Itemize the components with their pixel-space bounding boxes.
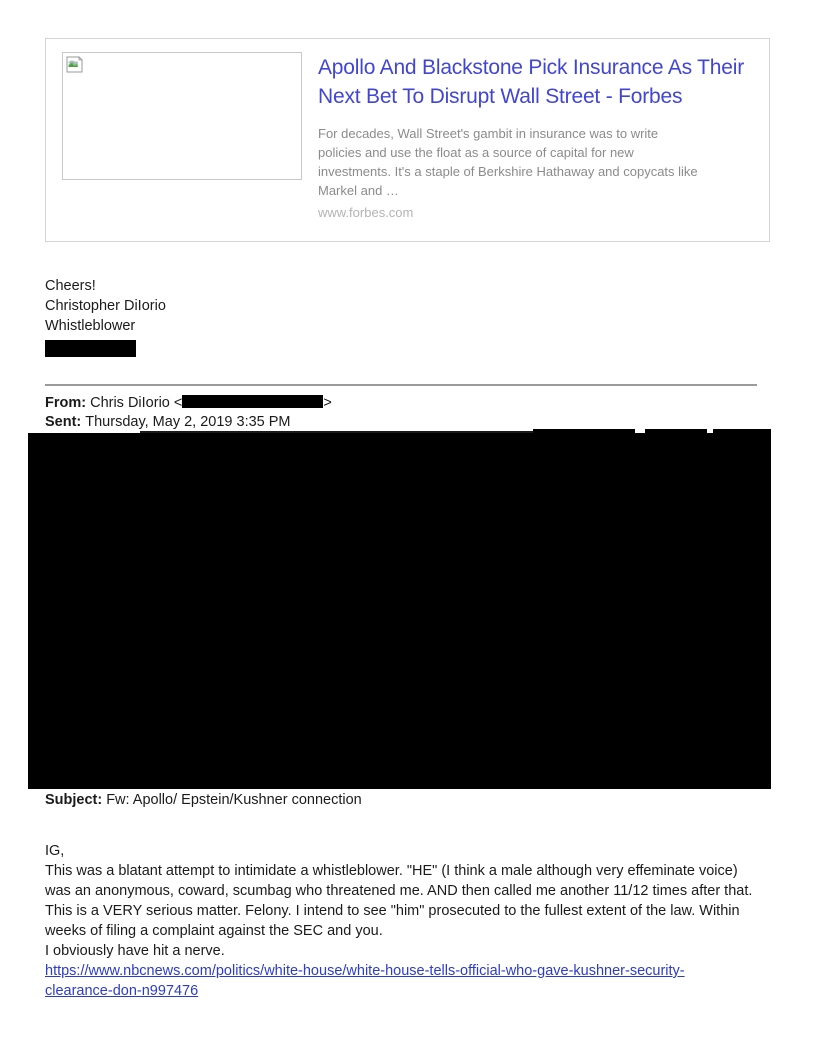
body-salutation: IG,	[45, 843, 65, 859]
subject-value: Fw: Apollo/ Epstein/Kushner connection	[106, 792, 362, 808]
subject-line	[45, 791, 362, 810]
preview-title-line: Next Bet To Disrupt Wall Street - Forbes	[318, 84, 683, 108]
body-line: I obviously have hit a nerve.	[45, 943, 225, 959]
redaction-bar-email-address	[182, 395, 323, 408]
redaction-bar-signature	[45, 340, 136, 357]
body-line: This was a blatant attempt to intimidate a whistleblower. "HE" (I think a male although very effeminate voice)	[45, 863, 738, 879]
redaction-edge-artifact	[713, 429, 771, 433]
nbcnews-link[interactable]: https://www.nbcnews.com/politics/white-house/white-house-tells-official-who-gave-kushner-security-	[45, 963, 685, 979]
from-label: From:	[45, 395, 87, 411]
signature-name: Christopher DiIorio	[45, 298, 166, 314]
redaction-block-large	[28, 433, 771, 789]
preview-source-url: www.forbes.com	[318, 205, 414, 220]
sent-label: Sent:	[45, 414, 82, 430]
body-line: was an anonymous, coward, scumbag who threatened me. AND then called me another 11/12 times after that.	[45, 883, 753, 899]
preview-description-line: Markel and …	[318, 183, 399, 198]
email-body	[45, 841, 752, 1001]
preview-description-line: For decades, Wall Street's gambit in insurance was to write	[318, 126, 659, 141]
preview-description	[318, 124, 698, 200]
signature-role: Whistleblower	[45, 318, 136, 334]
redaction-edge-artifact	[645, 429, 707, 433]
subject-label: Subject:	[45, 792, 103, 808]
preview-title-link[interactable]	[318, 54, 744, 111]
from-value: Chris DiIorio <	[90, 395, 183, 411]
preview-description-line: investments. It's a staple of Berkshire Hathaway and copycats like	[318, 164, 698, 179]
body-line: This is a VERY serious matter. Felony. I intend to see "him" prosecuted to the fullest extent of the law. Within	[45, 903, 740, 919]
body-line: weeks of filing a complaint against the SEC and you.	[45, 923, 383, 939]
from-line	[45, 394, 332, 413]
nbcnews-link-continuation[interactable]: clearance-don-n997476	[45, 983, 199, 999]
sent-value: Thursday, May 2, 2019 3:35 PM	[85, 414, 291, 430]
from-value-close: >	[323, 395, 332, 411]
preview-description-line: policies and use the float as a source of capital for new	[318, 145, 634, 160]
header-divider	[45, 384, 757, 386]
email-signature	[45, 276, 166, 357]
link-preview-card[interactable]	[45, 38, 770, 242]
broken-image-icon	[66, 56, 84, 74]
sent-line	[45, 413, 291, 432]
preview-image-placeholder	[62, 52, 302, 180]
preview-title-line: Apollo And Blackstone Pick Insurance As Their	[318, 56, 745, 79]
redaction-edge-artifact	[140, 431, 533, 433]
signature-closing: Cheers!	[45, 278, 96, 294]
redaction-edge-artifact	[533, 429, 635, 433]
